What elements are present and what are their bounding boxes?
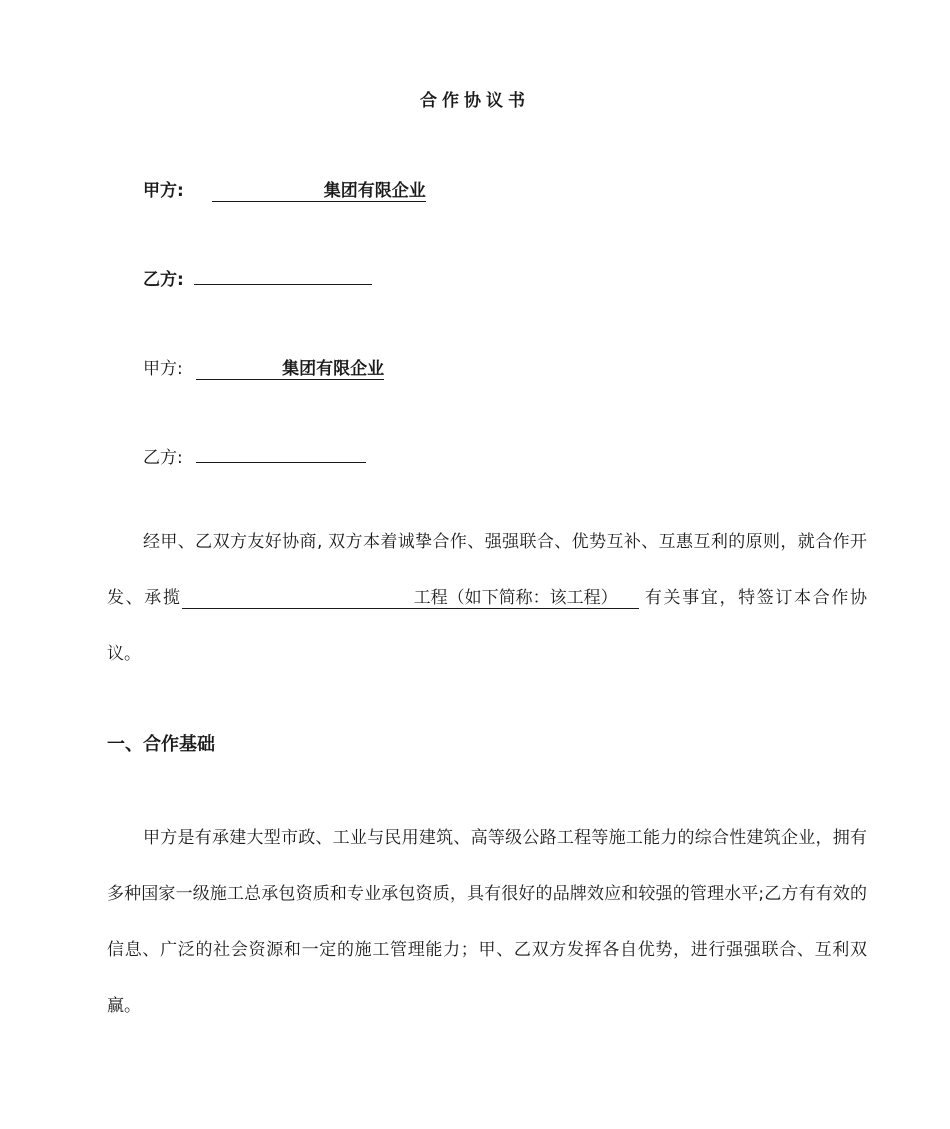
party-a-label: 甲方: [143,359,183,379]
party-a-line [143,354,384,380]
project-text: 工程（如下简称：该工程） [413,588,618,608]
party-b-bold-blank [194,266,372,285]
intro-text-2: 有关事宜，特签订本合作协议。 [107,588,867,664]
party-a-bold-name: 集团有限企业 [212,181,426,202]
project-name-field [182,588,640,609]
party-a-bold-line [143,176,426,202]
intro-text-1: 经甲、乙双方友好协商, 双方本着诚挚合作、强强联合、优势互补、互惠互利的原则，就合作开发、承揽 [107,532,867,608]
party-b-label: 乙方: [143,448,183,468]
party-b-line [143,443,366,468]
section-1-heading: 一、合作基础 [107,734,215,755]
party-a-name: 集团有限企业 [196,359,384,380]
section-1-body: 甲方是有承建大型市政、工业与民用建筑、高等级公路工程等施工能力的综合性建筑企业，拥有多种国家一级施工总承包资质和专业承包资质，具有很好的品牌效应和较强的管理水平;乙方有有效的信息、广泛的社会资源和一定的施工管理能力；甲、乙双方发挥各自优势，进行强强联合、互利双赢。 [107,828,867,1016]
party-a-bold-label: 甲方: [143,181,184,201]
document-title: 合作协议书 [420,91,530,111]
intro-paragraph [107,514,867,682]
party-b-bold-line [143,265,372,290]
party-b-bold-label: 乙方: [143,270,184,290]
party-b-blank [196,444,366,463]
